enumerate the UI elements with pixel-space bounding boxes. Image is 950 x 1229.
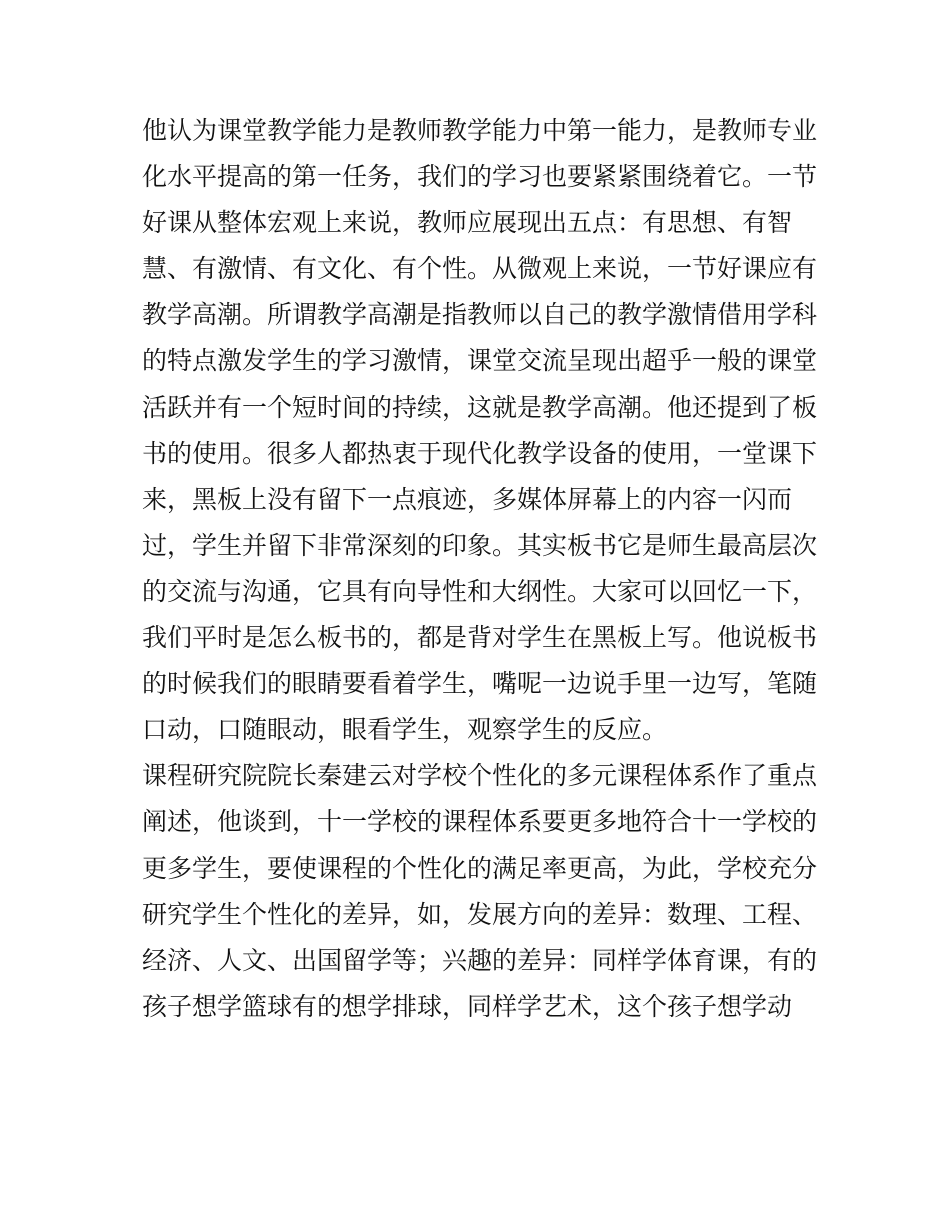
text-line: 活跃并有一个短时间的持续，这就是教学高潮。他还提到了板 [142,392,818,422]
text-line: 化水平提高的第一任务，我们的学习也要紧紧围绕着它。一节 [142,162,818,192]
text-line: 来，黑板上没有留下一点痕迹，多媒体屏幕上的内容一闪而 [142,484,793,514]
text-line: 书的使用。很多人都热衷于现代化教学设备的使用，一堂课下 [142,438,818,468]
text-line: 他认为课堂教学能力是教师教学能力中第一能力，是教师专业 [142,116,818,145]
text-line: 口动，口随眼动，眼看学生，观察学生的反应。 [142,715,668,745]
text-line: 教学高潮。所谓教学高潮是指教师以自己的教学激情借用学科 [142,300,818,330]
body-text [142,108,822,1030]
text-line: 我们平时是怎么板书的，都是背对学生在黑板上写。他说板书 [142,623,818,653]
text-line: 的时候我们的眼睛要看着学生，嘴呢一边说手里一边写，笔随 [142,669,818,699]
text-line: 的交流与沟通，它具有向导性和大纲性。大家可以回忆一下， [142,576,818,606]
text-line: 研究学生个性化的差异，如，发展方向的差异：数理、工程、 [142,899,818,929]
text-line: 经济、人文、出国留学等；兴趣的差异：同样学体育课，有的 [142,945,818,975]
text-line: 过，学生并留下非常深刻的印象。其实板书它是师生最高层次 [142,530,818,560]
text-line: 更多学生，要使课程的个性化的满足率更高，为此，学校充分 [142,853,818,883]
text-line: 阐述，他谈到，十一学校的课程体系要更多地符合十一学校的 [142,807,818,837]
text-line: 孩子想学篮球有的想学排球，同样学艺术，这个孩子想学动 [142,991,793,1021]
text-line: 好课从整体宏观上来说，教师应展现出五点：有思想、有智 [142,208,793,238]
text-line: 的特点激发学生的学习激情，课堂交流呈现出超乎一般的课堂 [142,346,818,376]
text-line: 慧、有激情、有文化、有个性。从微观上来说，一节好课应有 [142,254,818,284]
text-line: 课程研究院院长秦建云对学校个性化的多元课程体系作了重点 [142,761,818,791]
